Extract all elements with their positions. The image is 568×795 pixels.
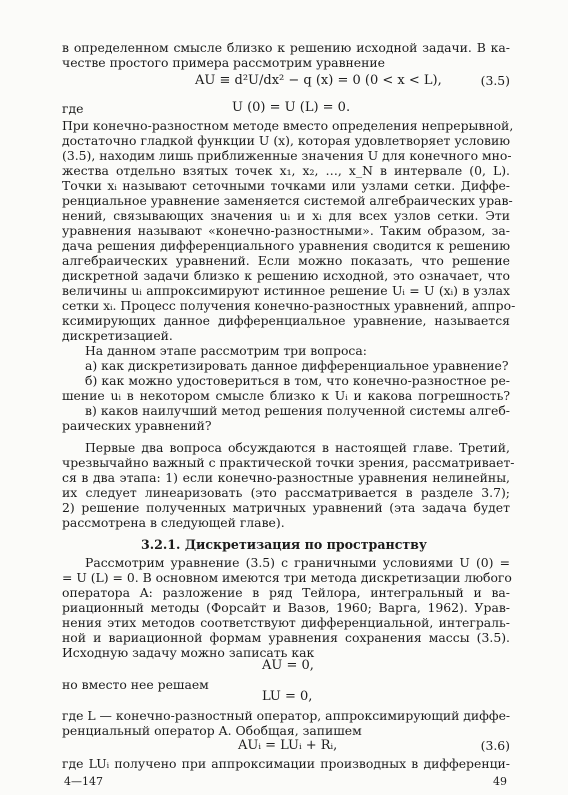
question-b-cont: шение uᵢ в некотором смысле близко к Uᵢ и какова погрешность? [62,388,510,403]
equation-3-6: AUᵢ = LUᵢ + Rᵢ, [238,738,338,753]
text-line: Исходную задачу можно записать как [62,645,315,660]
text-line: ся в два этапа: 1) если конечно-разностные уравнения нелинейны, [62,470,510,485]
text-line: в определенном смысле близко к решению исходной задачи. В ка- [62,40,510,55]
text-line: Рассмотрим уравнение (3.5) с граничными условиями U (0) = [85,555,510,570]
text-line: где LUᵢ получено при аппроксимации производных в дифференци- [62,756,510,771]
questions-intro: На данном этапе рассмотрим три вопроса: [85,343,367,358]
text-line: дискретной задачи близко к решению исходной, это означает, что [62,268,510,283]
equation-number-3-6: (3.6) [480,738,510,753]
text-line: Точки xᵢ называют сеточными точками или узлами сетки. Диффе- [62,178,510,193]
text-line: ной и вариационной формам уравнения сохранения массы (3.5). [62,630,510,645]
equation-3-5: AU ≡ d²U/dx² − q (x) = 0 (0 < x < L), [195,73,442,88]
text-line: жества отдельно взятых точек x₁, x₂, …, x_N в интервале (0, L). [62,163,510,178]
question-c: в) каков наилучший метод решения полученной системы алгеб- [85,403,510,418]
text-line: где L — конечно-разностный оператор, аппроксимирующий диффе- [62,708,511,723]
signature-mark: 4—147 [64,775,103,788]
text-line: алгебраических уравнений. Если можно показать, что решение [62,253,510,268]
text-line: = U (L) = 0. В основном имеются три метода дискретизации любого [62,570,512,585]
text-line: оператора A: разложение в ряд Тейлора, интегральный и ва- [62,585,510,600]
text-line: честве простого примера рассмотрим уравнение [62,55,385,70]
question-c-cont: раических уравнений? [62,418,212,433]
equation-number-3-5: (3.5) [480,73,510,88]
equation-lu: LU = 0, [262,689,313,704]
text-line: но вместо нее решаем [62,677,209,692]
text-line: ренциальный оператор A. Обобщая, запишем [62,723,362,738]
page-number: 49 [493,775,507,788]
text-line: достаточно гладкой функции U (x), которая удовлетворяет условию [62,133,510,148]
text-line: их следует линеаризовать (это рассматривается в разделе 3.7); [62,485,510,500]
question-a: а) как дискретизировать данное дифференциальное уравнение? [85,358,509,373]
boundary-conditions: U (0) = U (L) = 0. [232,100,351,115]
text-line: уравнения называют «конечно-разностными». Таким образом, за- [62,223,510,238]
text-line: рассмотрена в следующей главе). [62,515,285,530]
equation-au: AU = 0, [262,658,314,673]
text-line: нений, связывающих значения uᵢ и xᵢ для всех узлов сетки. Эти [62,208,510,223]
text-line: (3.5), находим лишь приближенные значения U для конечного мно- [62,148,512,163]
text-line: дача решения дифференциального уравнения сводится к решению [62,238,510,253]
text-line: 2) решение полученных матричных уравнений (эта задача будет [62,500,510,515]
text-line: величины uᵢ аппроксимируют истинное решение Uᵢ = U (xᵢ) в узлах [62,283,510,298]
text-line: риационный методы (Форсайт и Вазов, 1960; Варга, 1962). Урав- [62,600,510,615]
text-line: сетки xᵢ. Процесс получения конечно-разностных уравнений, аппро- [62,298,516,313]
section-heading: 3.2.1. Дискретизация по пространству [141,537,427,552]
text-line: Первые два вопроса обсуждаются в настоящей главе. Третий, [85,440,510,455]
text-line: дискретизацией. [62,328,173,343]
question-b: б) как можно удостовериться в том, что конечно-разностное ре- [85,373,510,388]
text-line: ренциальное уравнение заменяется системой алгебраических урав- [62,193,513,208]
where-label: где [62,101,84,116]
text-line: нения этих методов соответствуют дифференциальной, интеграль- [62,615,510,630]
text-line: чрезвычайно важный с практической точки зрения, рассматривает- [62,455,515,470]
text-line: ксимирующих данное дифференциальное уравнение, называется [62,313,510,328]
text-line: При конечно-разностном методе вместо определения непрерывной, [62,118,514,133]
